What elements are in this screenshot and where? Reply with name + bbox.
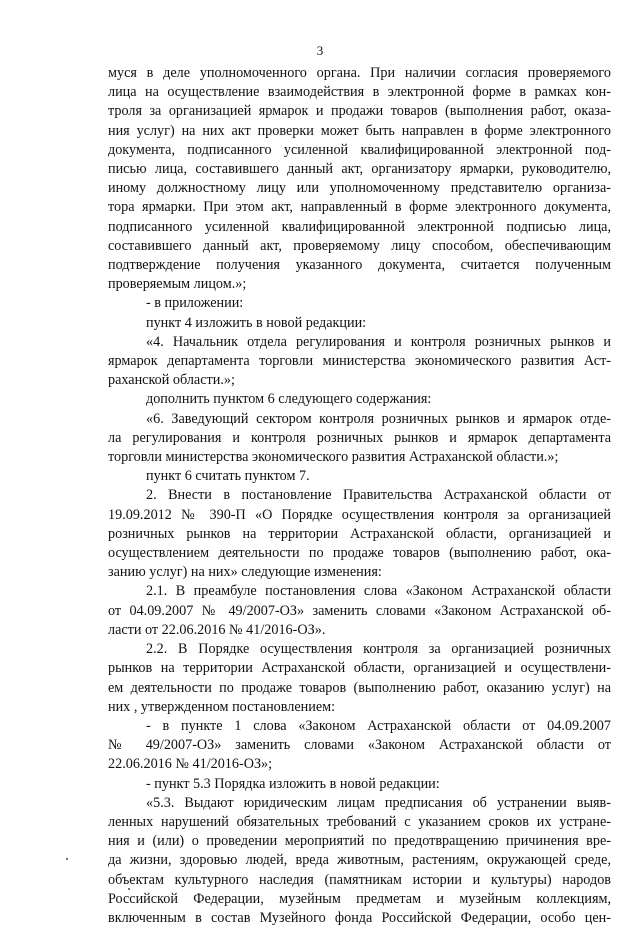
text-line: ласти от 22.06.2016 № 41/2016-ОЗ». xyxy=(108,621,326,638)
text-line: писью лица, составившего данный акт, организатору ярмарки, руководителю, xyxy=(108,161,611,178)
text-line: 2.1. В преамбуле постановления слова «Законом Астраханской области xyxy=(146,583,611,600)
text-line: подтверждение получения указанного документа, считается полученным xyxy=(108,257,611,274)
text-line: 19.09.2012 № 390-П «О Порядке осуществления контроля за организацией xyxy=(108,506,611,523)
text-line: включенным в состав Музейного фонда Российской Федерации, особо цен- xyxy=(108,909,611,926)
text-line: рынков на территории Астраханской области, организацией и осуществлени- xyxy=(108,660,611,677)
text-line: ем деятельности по продаже товаров (выполнению работ, оказанию услуг) на xyxy=(108,679,611,696)
text-line: ленных нарушений обязательных требований с указанием сроков их устране- xyxy=(108,813,611,830)
text-line: тора ярмарки. При этом акт, направленный в форме электронного документа, xyxy=(108,199,611,216)
page-number: 3 xyxy=(316,43,324,58)
text-line: муся в деле уполномоченного органа. При наличии согласия проверяемого xyxy=(108,65,611,81)
text-line: них , утвержденном постановлением: xyxy=(108,698,336,715)
text-line: от 04.09.2007 № 49/2007-ОЗ» заменить словами «Законом Астраханской об- xyxy=(108,602,611,619)
text-line: 22.06.2016 № 41/2016-ОЗ»; xyxy=(108,756,273,773)
text-line: да жизни, здоровью людей, вреда животным, растениям, окружающей среде, xyxy=(108,852,611,869)
text-line: ния услуг) на них акт проверки может быть направлен в форме электронного xyxy=(108,122,611,139)
text-line: составившего данный акт, проверяемому лицу способом, обеспечивающим xyxy=(108,237,611,254)
text-line: 2. Внести в постановление Правительства Астраханской области от xyxy=(146,487,611,504)
text-line: торговли министерства экономического развития Астраханской области.»; xyxy=(108,449,559,466)
text-line: ния и (или) о проведении мероприятий по предотвращению причинения вре- xyxy=(108,833,611,850)
scan-speck xyxy=(128,888,130,890)
text-line: троля за организацией ярмарок и продажи товаров (выполнения работ, оказа- xyxy=(108,103,611,120)
text-line: - в пункте 1 слова «Законом Астраханской области от 04.09.2007 xyxy=(146,717,611,734)
text-line: - в приложении: xyxy=(146,295,244,312)
text-line: ярмарок департамента торговли министерства экономического развития Аст- xyxy=(108,353,611,370)
text-line: лица на осуществление взаимодействия в электронной форме в рамках кон- xyxy=(108,84,611,101)
text-line: Российской Федерации, музейным предметам и музейным коллекциям, xyxy=(108,890,611,907)
text-line: 2.2. В Порядке осуществления контроля за организацией розничных xyxy=(146,641,611,658)
text-line: розничных рынков на территории Астраханской области, организацией и xyxy=(108,525,611,542)
text-line: № 49/2007-ОЗ» заменить словами «Законом Астраханской области от xyxy=(108,737,611,754)
text-line: пункт 4 изложить в новой редакции: xyxy=(146,314,367,331)
text-line: осуществлением деятельности по продаже товаров (выполнению работ, ока- xyxy=(108,545,611,562)
text-line: «5.3. Выдают юридическим лицам предписания об устранении выяв- xyxy=(146,794,611,811)
document-body xyxy=(108,64,611,928)
scan-speck xyxy=(66,858,68,860)
text-line: «6. Заведующий сектором контроля розничных рынков и ярмарок отде- xyxy=(146,410,611,427)
text-line: подписанного усиленной квалифицированной электронной подписью лица, xyxy=(108,218,611,235)
text-line: ла регулирования и контроля розничных рынков и ярмарок департамента xyxy=(108,429,611,446)
text-line: объектам культурного наследия (памятникам истории и культуры) народов xyxy=(108,871,611,888)
text-line: - пункт 5.3 Порядка изложить в новой редакции: xyxy=(146,775,440,792)
text-line: документа, подписанного усиленной квалифицированной электронной под- xyxy=(108,141,611,158)
text-line: «4. Начальник отдела регулирования и контроля розничных рынков и xyxy=(146,333,611,350)
text-line: занию услуг) на них» следующие изменения: xyxy=(108,564,382,581)
text-line: пункт 6 считать пунктом 7. xyxy=(146,468,310,485)
text-line: проверяемым лицом.»; xyxy=(108,276,247,293)
text-line: иному должностному лицу или уполномоченному представителю организа- xyxy=(108,180,611,197)
text-line: дополнить пунктом 6 следующего содержания: xyxy=(146,391,432,408)
text-line: раханской области.»; xyxy=(108,372,235,389)
